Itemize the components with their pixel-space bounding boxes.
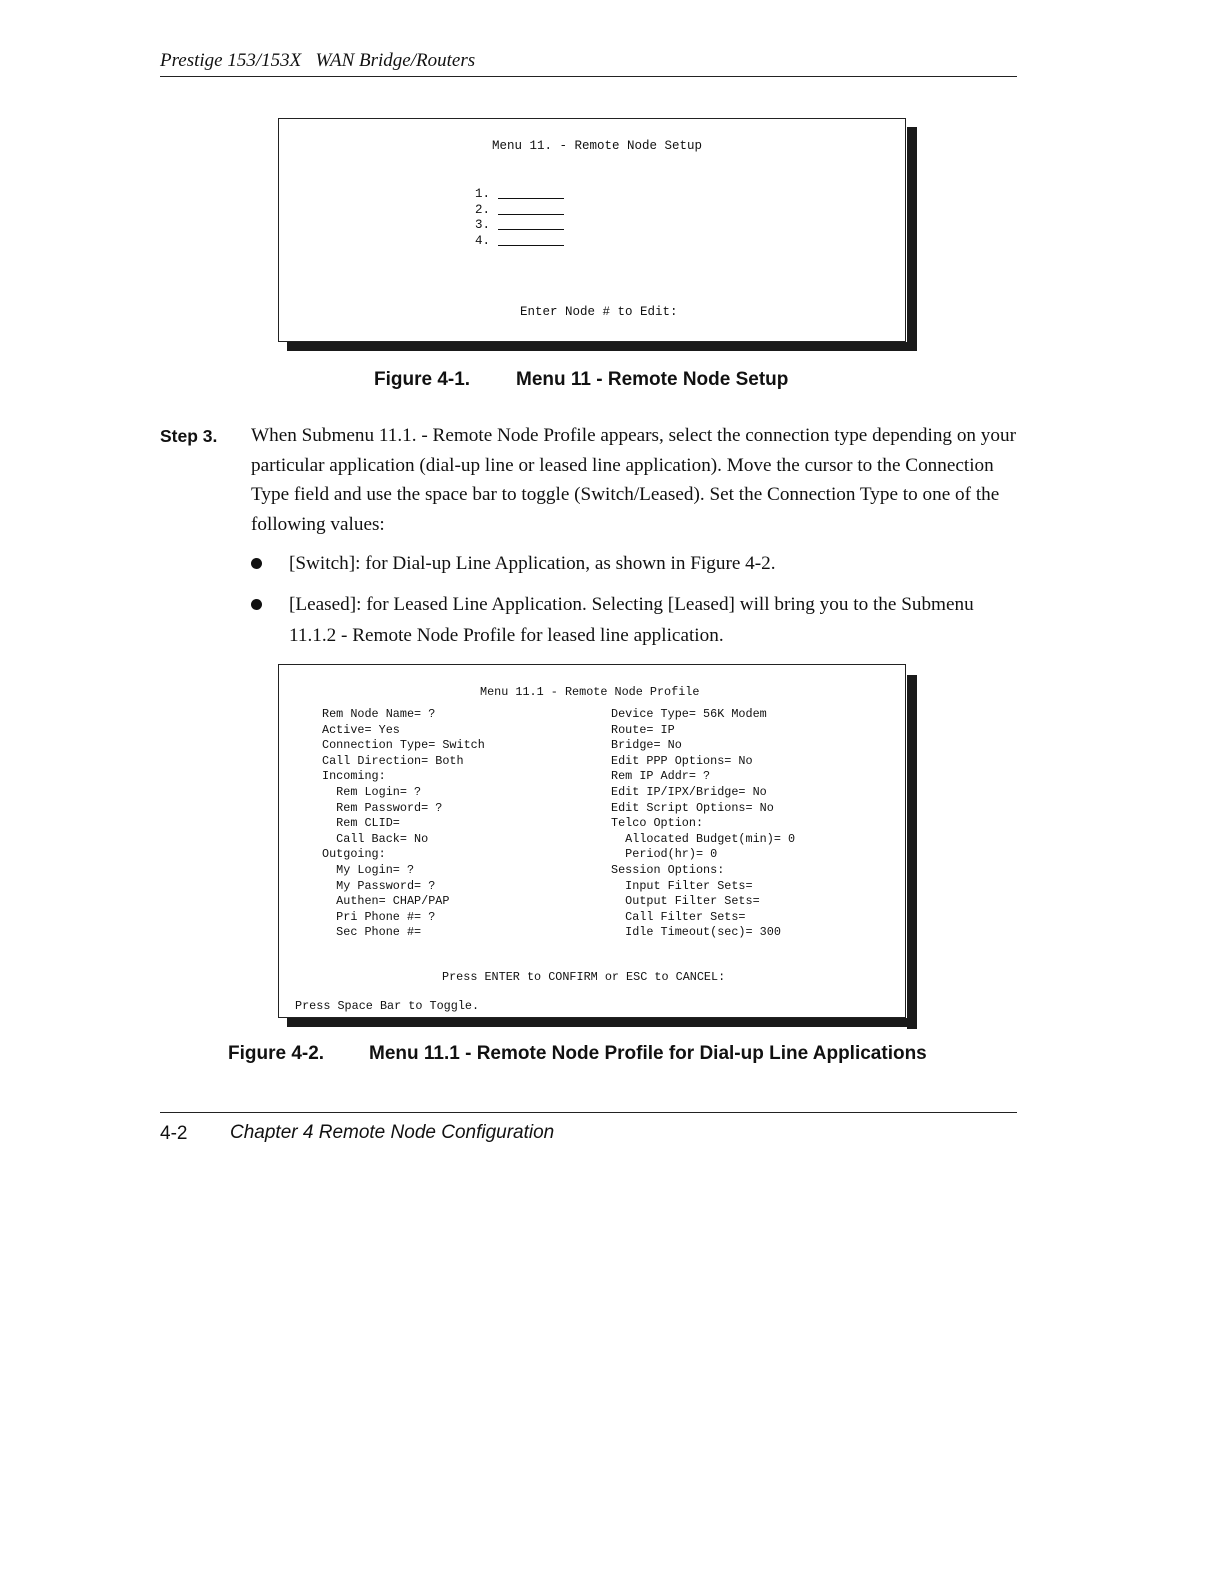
menu-11-1-screen [278,664,906,1018]
profile-fields-left [322,707,485,941]
profile-field: Period(hr)= 0 [611,847,718,862]
profile-field: Call Back= No [322,831,429,846]
profile-field: Input Filter Sets= [611,878,753,893]
profile-field: Pri Phone #= ? [322,909,436,924]
profile-field: My Login= ? [322,862,415,877]
edit-prompt: Enter Node # to Edit: [520,305,678,319]
profile-field: Idle Timeout(sec)= 300 [611,925,781,940]
profile-field: Edit Script Options= No [611,800,774,815]
bullet-text: [Leased]: for Leased Line Application. Selecting [Leased] will bring you to the Submenu 11.1.2 - Remote Node Profile for leased line application. [289,594,974,646]
node-number: 3. [475,218,491,232]
profile-field: Edit IP/IPX/Bridge= No [611,784,767,799]
profile-field: Active= Yes [322,722,400,737]
figure-title: Menu 11 - Remote Node Setup [516,369,789,390]
profile-field: Incoming: [322,769,386,784]
profile-field: Outgoing: [322,847,386,862]
header-rule [160,76,1017,77]
figure-2-caption [228,1043,927,1065]
profile-field: Rem Node Name= ? [322,707,436,721]
header-title: Prestige 153/153X WAN Bridge/Routers [160,50,476,71]
profile-field: Edit PPP Options= No [611,753,753,768]
node-number: 4. [475,233,491,248]
node-blank [498,198,564,199]
node-blank [498,214,564,215]
profile-field: Authen= CHAP/PAP [322,894,450,909]
node-blank [498,229,564,230]
figure-number: Figure 4-2. [228,1043,325,1064]
page-number: 4-2 [160,1123,188,1144]
confirm-prompt: Press ENTER to CONFIRM or ESC to CANCEL: [442,970,726,984]
profile-field: Rem IP Addr= ? [611,769,711,784]
profile-field: Session Options: [611,862,725,877]
bullet-icon [251,599,262,610]
screen-shadow [287,1018,915,1027]
figure-title: Menu 11.1 - Remote Node Profile for Dial-up Line Applications [369,1043,927,1064]
profile-field: My Password= ? [322,878,436,893]
footer-rule [160,1112,1017,1113]
profile-field: Bridge= No [611,738,682,753]
profile-field: Connection Type= Switch [322,738,485,753]
screen-title: Menu 11. - Remote Node Setup [492,139,703,153]
profile-field: Allocated Budget(min)= 0 [611,831,796,846]
figure-number: Figure 4-1. [374,369,471,390]
profile-field: Output Filter Sets= [611,894,760,909]
figure-1-caption [374,369,788,391]
profile-field: Rem Login= ? [322,784,422,799]
profile-field: Rem Password= ? [322,800,443,815]
node-list [475,187,564,249]
profile-field: Call Direction= Both [322,753,464,768]
bullet-icon [251,558,262,569]
profile-field: Device Type= 56K Modem [611,707,767,721]
profile-field: Call Filter Sets= [611,909,746,924]
profile-fields-right [611,707,795,941]
screen-title: Menu 11.1 - Remote Node Profile [480,685,700,699]
menu-11-screen [278,118,906,342]
toggle-hint: Press Space Bar to Toggle. [295,999,480,1013]
profile-field: Route= IP [611,722,675,737]
screen-shadow [907,127,917,351]
step-text: When Submenu 11.1. - Remote Node Profile appears, select the connection type depending on your particular application (dial-up line or leased line application). Move the cursor to the Connection Type field and use the space bar to toggle (Switch/Leased). Set the Connection Type to one of the following values: [251,425,1016,535]
screen-shadow [287,342,915,351]
node-number: 1. [475,187,491,201]
node-item [475,187,564,203]
node-item [475,234,564,250]
profile-field: Telco Option: [611,816,704,831]
profile-field: Rem CLID= [322,816,400,831]
node-blank [498,245,564,246]
node-item [475,203,564,219]
profile-field: Sec Phone #= [322,925,422,940]
bullet-text: [Switch]: for Dial-up Line Application, as shown in Figure 4-2. [289,553,776,574]
node-item [475,218,564,234]
chapter-title: Chapter 4 Remote Node Configuration [230,1122,555,1143]
node-number: 2. [475,202,491,217]
step-label: Step 3. [160,426,218,446]
screen-shadow [907,675,917,1029]
